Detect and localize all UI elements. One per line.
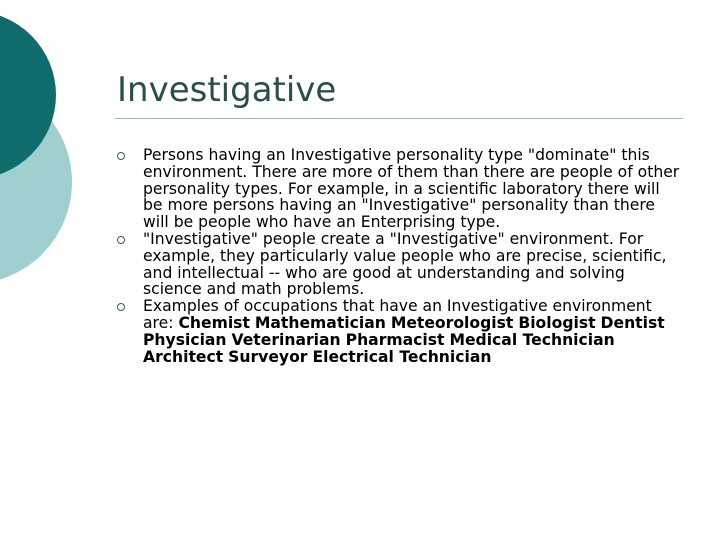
title-divider [115,118,683,119]
slide-title: Investigative [117,70,337,110]
occupation-biologist: Biologist [518,313,596,332]
occupation-pharmacist: Pharmacist [345,330,445,349]
bullet-text: Examples of occupations that have an Investigative environment are: [143,297,652,332]
occupation-architect: Architect [143,347,224,366]
occupation-veterinarian: Veterinarian [231,330,341,349]
bullet-text: "Investigative" people create a "Investigative" environment. For example, they particularly value people who are precise, scientific, and intellectual -- who are good at understanding and solving science and math problems. [143,229,667,299]
occupation-dentist: Dentist [600,313,665,332]
occupation-meteorologist: Meteorologist [390,313,514,332]
bullet-item-environment [115,231,683,298]
hollow-circle-bullet-icon [117,236,125,244]
decorative-circles [0,0,120,300]
occupation-physician: Physician [143,330,227,349]
hollow-circle-bullet-icon [117,152,125,160]
bullet-item-dominate [115,147,683,231]
bullet-text: Persons having an Investigative personality type "dominate" this environment. There are more of them than there are people of other personality types. For example, in a scientific laboratory there will be more persons having an "Investigative" personality than there will be people who have an Enterprising type. [143,146,680,232]
occupation-electrical-technician: Electrical Technician [312,347,492,366]
hollow-circle-bullet-icon [117,303,125,311]
occupation-medical-technician: Medical Technician [449,330,615,349]
bullet-list [115,147,683,365]
occupation-mathematician: Mathematician [254,313,386,332]
occupation-chemist: Chemist [178,313,250,332]
bullet-item-occupations [115,298,683,365]
occupation-surveyor: Surveyor [228,347,308,366]
